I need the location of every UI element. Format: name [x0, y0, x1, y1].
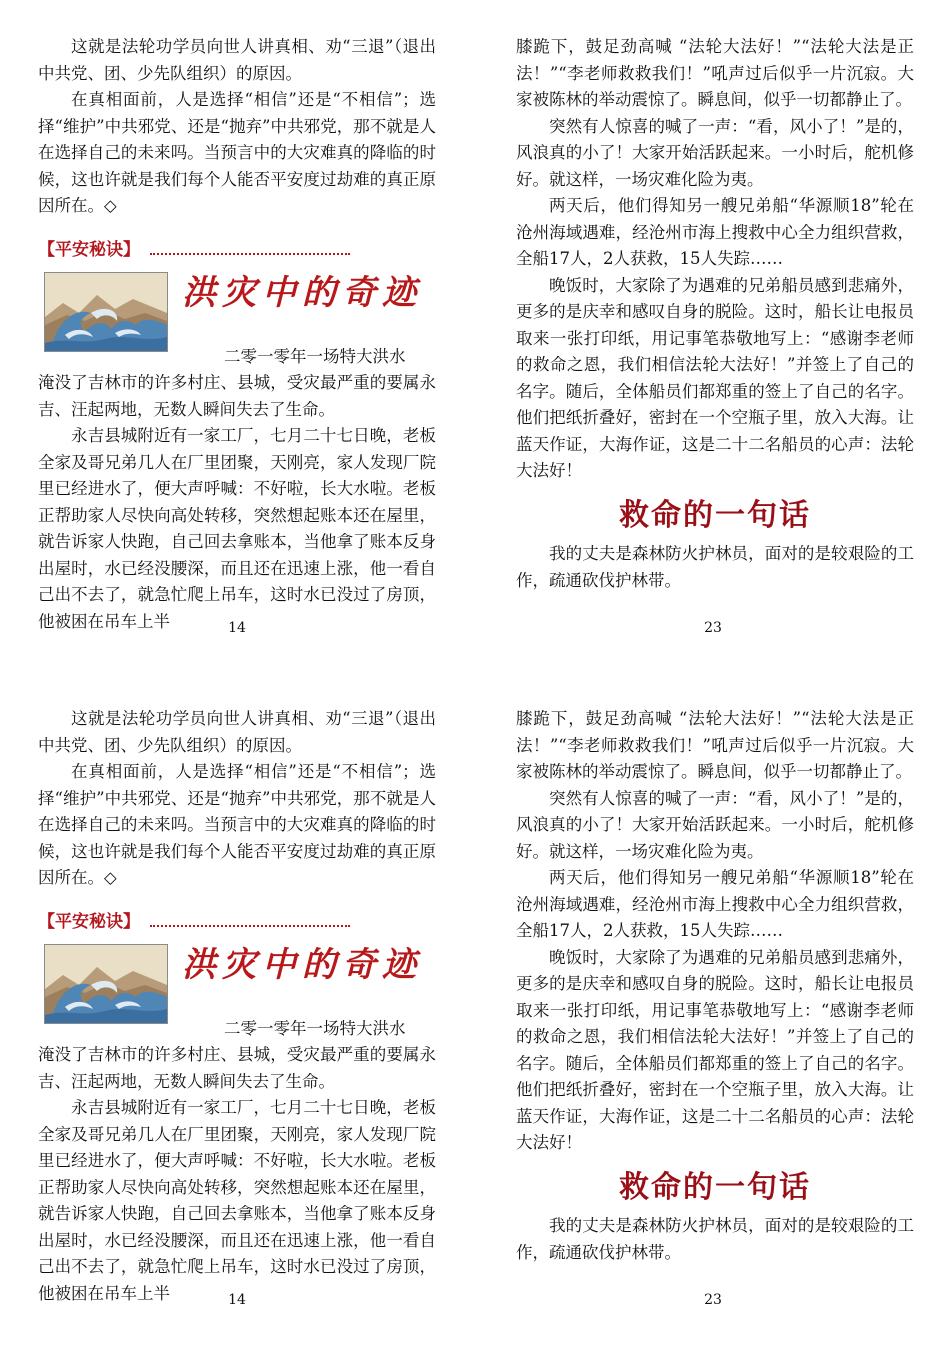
right-para-1: 膝跪下，鼓足劲高喊 “法轮大法好！”“法轮大法是正法！”“李老师救救我们！”吼声过后似乎一片沉寂。大家被陈林的举动震惊了。瞬息间，似乎一切都静止了。: [516, 37, 914, 109]
right-para-3: 两天后，他们得知另一艘兄弟船“华源顺18”轮在沧州海域遇难，经沧州市海上搜救中心全力组织营救，全船17人，2人获救，15人失踪……: [516, 196, 914, 268]
section-heading: 救命的一句话: [619, 497, 811, 533]
right-para-5: 我的丈夫是森林防火护林员，面对的是较艰险的工作，疏通砍伐护林带。: [516, 1216, 914, 1262]
right-para-2: 突然有人惊喜的喊了一声：“看，风小了！”是的，风浪真的小了！大家开始活跃起来。一小时后，舵机修好。就这样，一场灾难化险为夷。: [516, 116, 914, 189]
page-number-left: 14: [228, 1292, 246, 1308]
flood-wave-icon: [44, 944, 168, 1024]
story-header: [38, 270, 436, 352]
section-heading: 救命的一句话: [619, 1169, 811, 1205]
story-para-1b: 淹没了吉林市的许多村庄、县城，受灾最严重的要属永吉、汪起两地，无数人瞬间失去了生命。: [38, 1045, 436, 1091]
page-number-right: 23: [704, 620, 722, 636]
left-para-2: 在真相面前，人是选择“相信”还是“不相信”；选择“维护”中共邪党、还是“抛弃”中共邪党，那不就是人在选择自己的未来吗。当预言中的大灾难真的降临的时候，这也许就是我们每个人能否平安度过劫难的真正原因所在。◇: [38, 90, 436, 215]
right-para-4: 晚饭时，大家除了为遇难的兄弟船员感到悲痛外，更多的是庆幸和感叹自身的脱险。这时，船长让电报员取来一张打印纸，用记事笔恭敬地写上：“感谢李老师的救命之恩，我们相信法轮大法好！”并签上了自己的名字。随后，全体船员们都郑重的签上了自己的名字。他们把纸折叠好，密封在一个空瓶子里，放入大海。让蓝天作证，大海作证，这是二十二名船员的心声：法轮大法好！: [516, 275, 914, 480]
page-number-left: 14: [228, 620, 246, 636]
story-para-2: 永吉县城附近有一家工厂，七月二十七日晚，老板全家及哥兄弟几人在厂里团聚，天刚亮，家人发现厂院里已经进水了，便大声呼喊：不好啦，长大水啦。老板正帮助家人尽快向高处转移，突然想起账本还在屋里，就告诉家人快跑，自己回去拿账本，当他拿了账本反身出屋时，水已经没腰深，而且还在迅速上涨，他一看自己出不去了，就急忙爬上吊车，这时水已没过了房顶，他被困在吊车上半: [38, 426, 436, 631]
story-para-1a: 二零一零年一场特大洪水: [224, 346, 406, 366]
story-header: [38, 942, 436, 1024]
section-label: [38, 910, 436, 936]
dotted-rule: [150, 253, 350, 255]
story-title: 洪灾中的奇迹: [182, 944, 422, 985]
left-column: [38, 34, 436, 635]
section-label: [38, 238, 436, 264]
left-para-1: 这就是法轮功学员向世人讲真相、劝“三退”（退出中共党、团、少先队组织）的原因。: [38, 709, 436, 755]
right-para-4: 晚饭时，大家除了为遇难的兄弟船员感到悲痛外，更多的是庆幸和感叹自身的脱险。这时，船长让电报员取来一张打印纸，用记事笔恭敬地写上：“感谢李老师的救命之恩，我们相信法轮大法好！”并签上了自己的名字。随后，全体船员们都郑重的签上了自己的名字。他们把纸折叠好，密封在一个空瓶子里，放入大海。让蓝天作证，大海作证，这是二十二名船员的心声：法轮大法好！: [516, 947, 914, 1152]
left-para-1: 这就是法轮功学员向世人讲真相、劝“三退”（退出中共党、团、少先队组织）的原因。: [38, 37, 436, 83]
story-para-1a: 二零一零年一场特大洪水: [224, 1018, 406, 1038]
right-para-3: 两天后，他们得知另一艘兄弟船“华源顺18”轮在沧州海域遇难，经沧州市海上搜救中心全力组织营救，全船17人，2人获救，15人失踪……: [516, 868, 914, 940]
sheet-bottom: [0, 672, 950, 1344]
dotted-rule: [150, 925, 350, 927]
story-title: 洪灾中的奇迹: [182, 272, 422, 313]
flood-wave-icon: [44, 272, 168, 352]
page-number-right: 23: [704, 1292, 722, 1308]
section-label-text: 【平安秘诀】: [38, 240, 140, 261]
left-para-2: 在真相面前，人是选择“相信”还是“不相信”；选择“维护”中共邪党、还是“抛弃”中共邪党，那不就是人在选择自己的未来吗。当预言中的大灾难真的降临的时候，这也许就是我们每个人能否平安度过劫难的真正原因所在。◇: [38, 762, 436, 887]
right-column: [516, 34, 914, 594]
story-para-1b: 淹没了吉林市的许多村庄、县城，受灾最严重的要属永吉、汪起两地，无数人瞬间失去了生命。: [38, 373, 436, 419]
section-label-text: 【平安秘诀】: [38, 912, 140, 933]
right-para-1: 膝跪下，鼓足劲高喊 “法轮大法好！”“法轮大法是正法！”“李老师救救我们！”吼声过后似乎一片沉寂。大家被陈林的举动震惊了。瞬息间，似乎一切都静止了。: [516, 709, 914, 781]
story-para-2: 永吉县城附近有一家工厂，七月二十七日晚，老板全家及哥兄弟几人在厂里团聚，天刚亮，家人发现厂院里已经进水了，便大声呼喊：不好啦，长大水啦。老板正帮助家人尽快向高处转移，突然想起账本还在屋里，就告诉家人快跑，自己回去拿账本，当他拿了账本反身出屋时，水已经没腰深，而且还在迅速上涨，他一看自己出不去了，就急忙爬上吊车，这时水已没过了房顶，他被困在吊车上半: [38, 1098, 436, 1303]
right-para-5: 我的丈夫是森林防火护林员，面对的是较艰险的工作，疏通砍伐护林带。: [516, 544, 914, 590]
left-column: [38, 706, 436, 1307]
sheet-top: [0, 0, 950, 672]
right-para-2: 突然有人惊喜的喊了一声：“看，风小了！”是的，风浪真的小了！大家开始活跃起来。一小时后，舵机修好。就这样，一场灾难化险为夷。: [516, 788, 914, 861]
right-column: [516, 706, 914, 1266]
